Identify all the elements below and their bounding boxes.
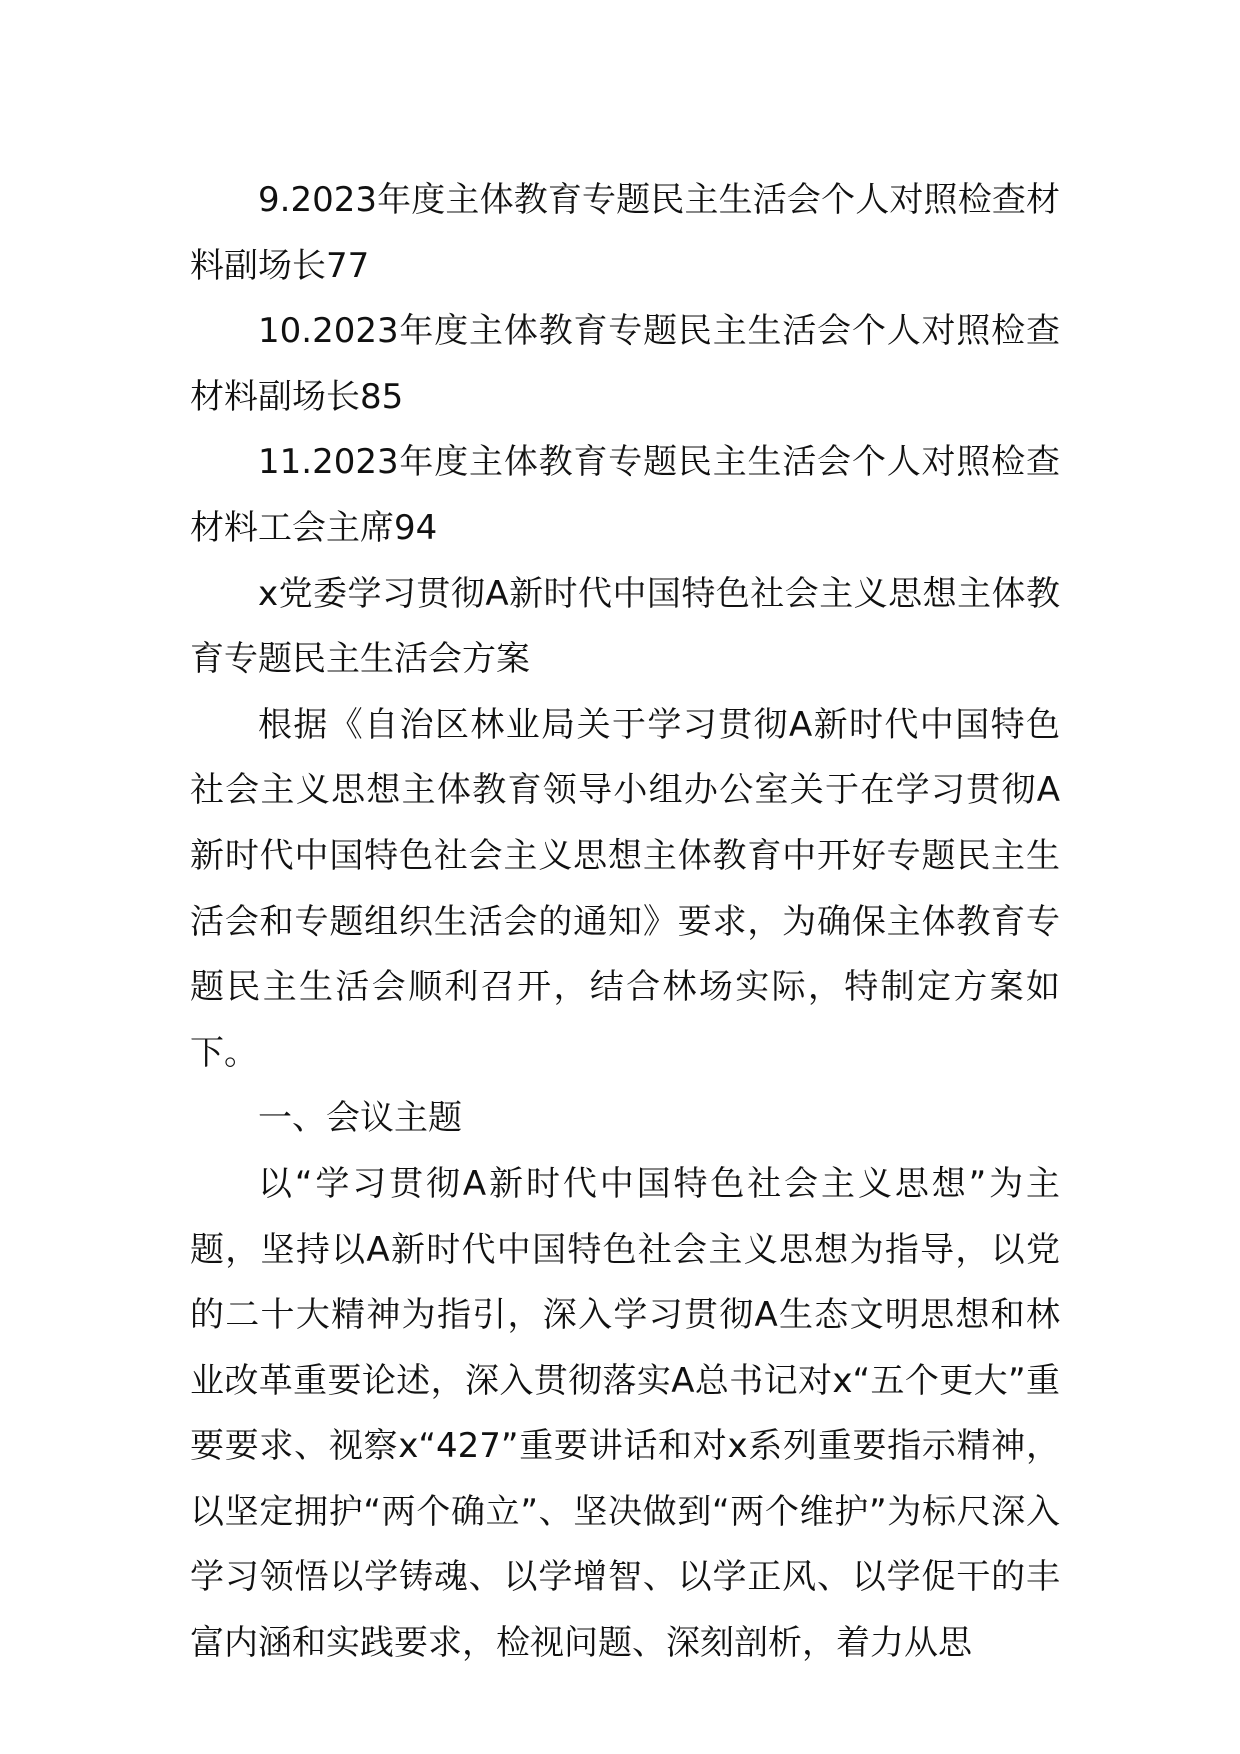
meeting-theme-paragraph: 以“学习贯彻A新时代中国特色社会主义思想”为主题，坚持以A新时代中国特色社会主义思想为指导，以党的二十大精神为指引，深入学习贯彻A生态文明思想和林业改革重要论述，深入贯彻落实A总书记对x“五个更大”重要要求、视察x“427”重要讲话和对x系列重要指示精神，以坚定拥护“两个确立”、坚决做到“两个维护”为标尺深入学习领悟以学铸魂、以学增智、以学正风、以学促干的丰富内涵和实践要求，检视问题、深刻剖析，着力从思 <box>190 1163 1060 1664</box>
toc-entry-10: 10.2023年度主体教育专题民主生活会个人对照检查材料副场长85 <box>190 311 1060 417</box>
section-heading-meeting-theme: 一、会议主题 <box>258 1098 462 1139</box>
document-page <box>190 168 1060 1677</box>
intro-paragraph: 根据《自治区林业局关于学习贯彻A新时代中国特色社会主义思想主体教育领导小组办公室关于在学习贯彻A新时代中国特色社会主义思想主体教育中开好专题民主生活会和专题组织生活会的通知》要求，为确保主体教育专题民主生活会顺利召开，结合林场实际，特制定方案如下。 <box>190 704 1060 1073</box>
toc-entry-11: 11.2023年度主体教育专题民主生活会个人对照检查材料工会主席94 <box>190 442 1060 548</box>
toc-entry-9: 9.2023年度主体教育专题民主生活会个人对照检查材料副场长77 <box>190 180 1060 286</box>
document-title: x党委学习贯彻A新时代中国特色社会主义思想主体教育专题民主生活会方案 <box>190 573 1060 680</box>
